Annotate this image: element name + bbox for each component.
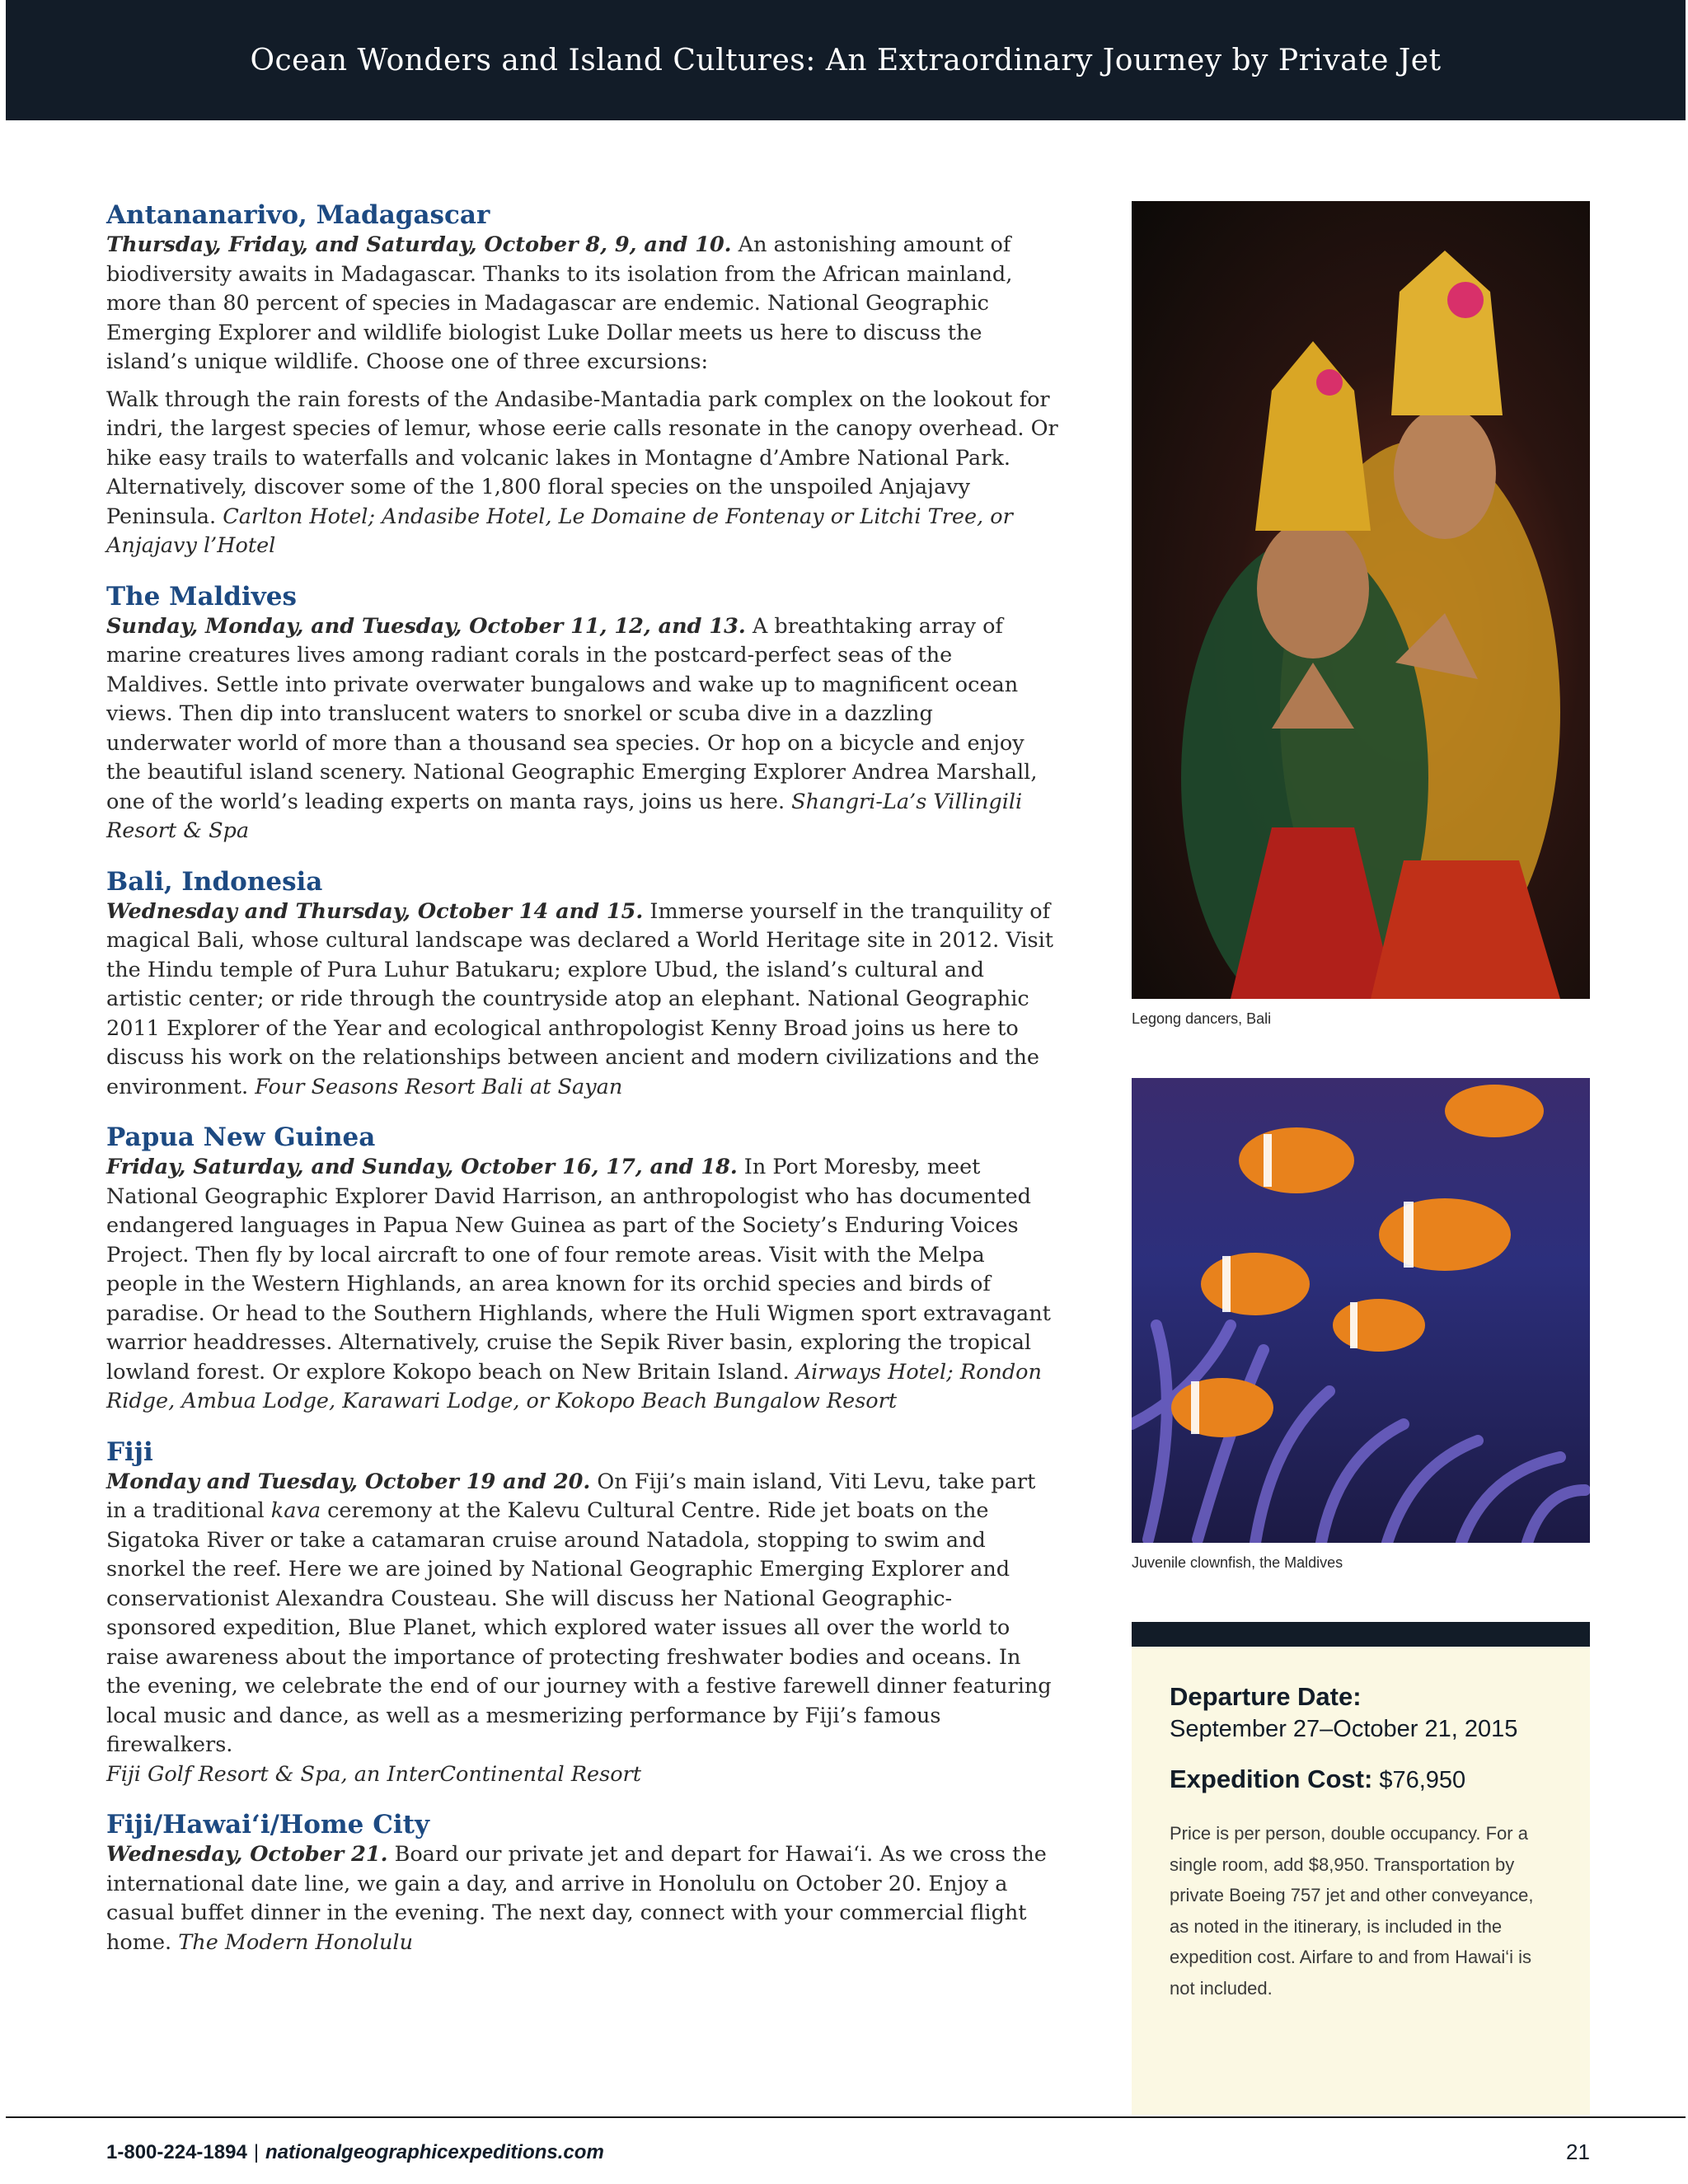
section-text: ceremony at the Kalevu Cultural Centre. Ride jet boats on the Sigatoka River or take a catamaran cruise around Natadola, stopping to swim and snorkel the reef. Here we are joined by National Geographic Emerging Explorer and conservationist Alexandra Cousteau. She will discuss her National Geographic-sponsored expedition, Blue Planet, which explored water issues all over the world to raise awareness about the importance of protecting freshwater bodies and oceans. In the evening, we celebrate the end of our journey with a festive farewell dinner featuring local music and dance, as well as a mesmerizing performance by Fiji’s famous firewalkers. xyxy=(106,1498,1052,1757)
website-url: nationalgeographicexpeditions.com xyxy=(265,2141,604,2163)
section-text: On Fiji’s main island, Viti Levu, take part in a traditional xyxy=(106,1469,1036,1523)
section-heading: Bali, Indonesia xyxy=(106,866,323,897)
section-text: Walk through the rain forests of the Andasibe-Mantadia park complex on the lookout for indri, the largest species of lemur, whose eerie calls resonate in the canopy overhead. Or hike easy trails to waterfalls and volcanic lakes in Montagne d’Ambre National Park. Alternatively, discover some of the 1,800 floral species on the unspoiled Anjajavy Peninsula. xyxy=(106,387,1058,529)
pricing-note: Price is per person, double occupancy. For a single room, add $8,950. Transportation by private Boeing 757 jet and other conveyance, as noted in the itinerary, is included in the expedition cost. Airfare to and from Hawai‘i is not included. xyxy=(1170,1823,1534,1999)
photo-caption: Juvenile clownfish, the Maldives xyxy=(1132,1554,1343,1571)
photo-clownfish xyxy=(1132,1078,1590,1543)
section-dates: Wednesday, October 21. xyxy=(106,1842,388,1867)
section-body xyxy=(106,898,1058,1103)
section-body xyxy=(106,612,1058,846)
footer-divider xyxy=(6,2116,1686,2118)
section-papua-new-guinea xyxy=(106,1122,1058,1417)
expedition-cost xyxy=(1170,1764,1552,1797)
section-maldives xyxy=(106,581,1058,846)
section-lodging: Airways Hotel; Rondon Ridge, Ambua Lodge, Karawari Lodge, or Kokopo Beach Bungalow Resort xyxy=(106,1359,1042,1413)
section-lodging: The Modern Honolulu xyxy=(178,1929,414,1955)
section-dates: Friday, Saturday, and Sunday, October 16, 17, and 18. xyxy=(106,1155,738,1179)
section-fiji xyxy=(106,1436,1058,1790)
section-text: An astonishing amount of biodiversity awaits in Madagascar. Thanks to its isolation from the African mainland, more than 80 percent of species in Madagascar are endemic. National Geographic Emerging Explorer and wildlife biologist Luke Dollar meets us here to discuss the island’s unique wildlife. Choose one of three excursions: xyxy=(106,232,1013,374)
section-dates: Wednesday and Thursday, October 14 and 15. xyxy=(106,898,644,924)
photo-legong-dancers xyxy=(1132,201,1590,999)
trip-info-box xyxy=(1132,1622,1590,2115)
section-body xyxy=(106,386,1058,561)
section-heading: Fiji/Hawai‘i/Home City xyxy=(106,1810,429,1840)
section-lodging: Fiji Golf Resort & Spa, an InterContinental Resort xyxy=(106,1761,641,1787)
section-lodging: Four Seasons Resort Bali at Sayan xyxy=(255,1074,623,1099)
kava-term: kava xyxy=(270,1498,321,1523)
section-text: Immerse yourself in the tranquility of magical Bali, whose cultural landscape was declared a World Heritage site in 2012. Visit the Hindu temple of Pura Luhur Batukaru; explore Ubud, the island’s cultural and artistic center; or ride through the countryside atop an elephant. National Geographic 2011 Explorer of the Year and ecological anthropologist Kenny Broad joins us here to discuss his work on the relationships between ancient and modern civilizations and the environment. xyxy=(106,898,1053,1099)
section-heading: Papua New Guinea xyxy=(106,1122,376,1152)
section-bali xyxy=(106,866,1058,1103)
page-number: 21 xyxy=(1566,2139,1590,2164)
section-madagascar xyxy=(106,199,1058,561)
cost-value: $76,950 xyxy=(1372,1767,1466,1793)
section-body xyxy=(106,1153,1058,1417)
section-text: A breathtaking array of marine creatures lives among radiant corals in the postcard-perfect seas of the Maldives. Settle into private overwater bungalows and wake up to magnificent ocean views. Then dip into translucent waters to snorkel or scuba dive in a dazzling underwater world of more than a thousand sea species. Or hop on a bicycle and enjoy the beautiful island scenery. National Geographic Emerging Explorer Andrea Marshall, one of the world’s leading experts on manta rays, joins us here. xyxy=(106,613,1038,814)
clownfish-illustration xyxy=(1132,1078,1590,1543)
dancers-illustration xyxy=(1132,201,1590,999)
section-home-city xyxy=(106,1809,1058,1957)
itinerary-column xyxy=(106,199,1058,1977)
section-text: Board our private jet and depart for Hawai‘i. As we cross the international date line, we gain a day, and arrive in Honolulu on October 20. Enjoy a casual buffet dinner in the evening. The next day, connect with your commercial flight home. xyxy=(106,1842,1047,1955)
section-intro xyxy=(106,231,1058,377)
cost-label: Expedition Cost: xyxy=(1170,1765,1373,1793)
section-body xyxy=(106,1468,1058,1790)
phone-number: 1-800-224-1894 xyxy=(106,2141,247,2163)
section-body xyxy=(106,1840,1058,1957)
section-heading: Fiji xyxy=(106,1436,153,1467)
section-dates: Thursday, Friday, and Saturday, October 8, 9, and 10. xyxy=(106,232,732,257)
photo-caption: Legong dancers, Bali xyxy=(1132,1010,1272,1027)
page-header-bar xyxy=(6,0,1686,120)
departure-label: Departure Date: xyxy=(1170,1682,1362,1711)
footer-separator: | xyxy=(253,2141,260,2163)
page-title: Ocean Wonders and Island Cultures: An Extraordinary Journey by Private Jet xyxy=(250,43,1442,77)
section-heading: The Maldives xyxy=(106,581,297,612)
section-lodging: Shangri-La’s Villingili Resort & Spa xyxy=(106,789,1023,843)
section-heading: Antananarivo, Madagascar xyxy=(106,200,490,230)
section-text: In Port Moresby, meet National Geographic Explorer David Harrison, an anthropologist who has documented endangered languages in Papua New Guinea as part of the Society’s Enduring Voices Project. Then fly by local aircraft to one of four remote areas. Visit with the Melpa people in the Western Highlands, an area known for its orchid species and birds of paradise. Or head to the Southern Highlands, where the Huli Wigmen sport extravagant warrior headdresses. Alternatively, cruise the Sepik River basin, exploring the tropical lowland forest. Or explore Kokopo beach on New Britain Island. xyxy=(106,1155,1051,1385)
section-lodging: Carlton Hotel; Andasibe Hotel, Le Domaine de Fontenay or Litchi Tree, or Anjajavy l’Hotel xyxy=(106,504,1013,558)
section-dates: Sunday, Monday, and Tuesday, October 11, 12, and 13. xyxy=(106,613,746,639)
footer-contact xyxy=(106,2141,604,2164)
section-dates: Monday and Tuesday, October 19 and 20. xyxy=(106,1469,591,1494)
departure-value: September 27–October 21, 2015 xyxy=(1170,1716,1518,1742)
